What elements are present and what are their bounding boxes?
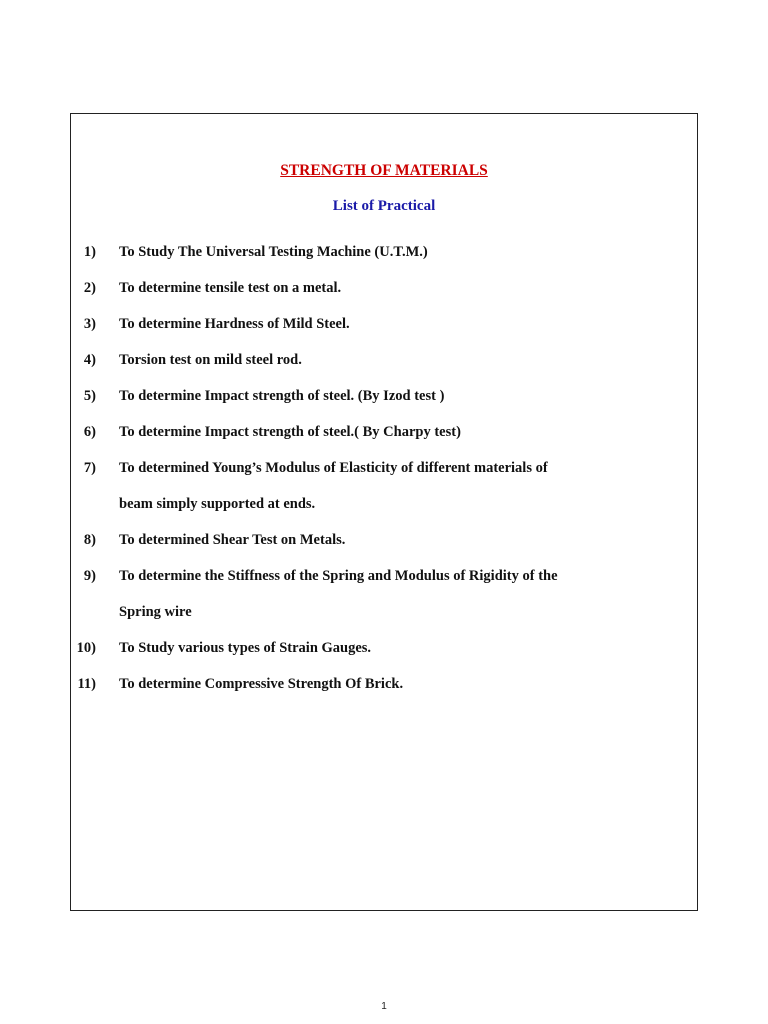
item-number: 7) [83, 460, 96, 476]
item-text: To determine the Stiffness of the Spring and Modulus of Rigidity of the [119, 568, 558, 584]
item-text: To determine Hardness of Mild Steel. [119, 316, 350, 332]
list-item [71, 418, 697, 454]
item-number: 9) [83, 568, 96, 584]
item-number: 5) [83, 388, 96, 404]
list-item [71, 562, 697, 598]
item-number: 3) [83, 316, 96, 332]
item-number: 4) [83, 352, 96, 368]
page-number: 1 [381, 1001, 387, 1012]
item-number: 2) [83, 280, 96, 296]
item-text: beam simply supported at ends. [119, 496, 316, 512]
list-item [71, 526, 697, 562]
item-text: To determine Impact strength of steel. (By Izod test ) [119, 388, 445, 404]
item-text: To Study various types of Strain Gauges. [119, 640, 372, 656]
item-number: 1) [83, 244, 96, 260]
list-item [71, 274, 697, 310]
list-item-continuation [71, 598, 697, 634]
item-text: To determine tensile test on a metal. [119, 280, 342, 296]
item-number: 10) [76, 640, 96, 656]
item-text: Spring wire [119, 604, 192, 620]
document-subtitle: List of Practical [332, 198, 436, 214]
item-text: To determine Impact strength of steel.( By Charpy test) [119, 424, 461, 440]
document-title: STRENGTH OF MATERIALS [280, 162, 488, 179]
list-item [71, 634, 697, 670]
item-text: To determine Compressive Strength Of Brick. [119, 676, 404, 692]
item-text: To Study The Universal Testing Machine (U.T.M.) [119, 244, 428, 260]
item-text: Torsion test on mild steel rod. [119, 352, 302, 368]
list-item [71, 382, 697, 418]
list-item [71, 238, 697, 274]
item-text: To determined Shear Test on Metals. [119, 532, 346, 548]
page-frame [70, 113, 698, 911]
list-item-continuation [71, 490, 697, 526]
list-item [71, 346, 697, 382]
list-item [71, 670, 697, 706]
item-number: 6) [83, 424, 96, 440]
list-item [71, 454, 697, 490]
item-number: 8) [83, 532, 96, 548]
practical-list [71, 238, 697, 706]
list-item [71, 310, 697, 346]
item-text: To determined Young’s Modulus of Elasticity of different materials of [119, 460, 548, 476]
item-number: 11) [77, 676, 96, 692]
